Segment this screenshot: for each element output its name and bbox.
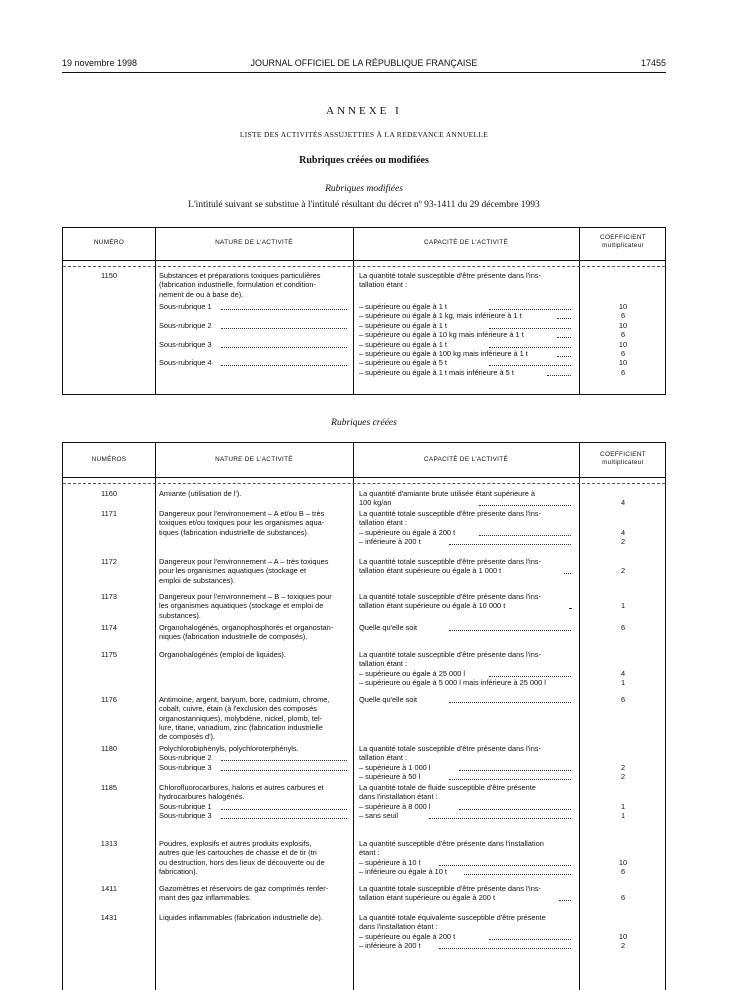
coefficient-value: 6 xyxy=(620,893,626,903)
coefficient-value: 1 xyxy=(620,810,626,820)
nature-line: (fabrication industrielle, formulation et condition- xyxy=(159,280,316,290)
rubric-number: 1173 xyxy=(101,592,117,601)
rubric-number: 1171 xyxy=(101,509,117,518)
rubric-number: 1176 xyxy=(101,695,117,704)
rubric-number: 1175 xyxy=(101,650,117,659)
header-rule xyxy=(62,72,666,73)
capacity-intro-line: La quantité totale susceptible d'être présente dans l'ins- xyxy=(359,271,541,280)
coefficient-value: 1 xyxy=(620,677,626,687)
rubric-number: 1185 xyxy=(101,783,117,792)
nature-line: Sous-rubrique 2 xyxy=(159,753,212,763)
capacity-line: La quantité totale susceptible d'être présente dans l'ins- xyxy=(359,557,541,566)
page-number: 17455 xyxy=(640,58,666,68)
capacity-threshold: – supérieure ou égale à 5 t xyxy=(359,358,447,368)
coefficient-value: 6 xyxy=(620,367,626,377)
coefficient-value: 6 xyxy=(620,330,626,340)
dot-leader xyxy=(564,573,571,574)
capacity-line: tallation étant supérieure ou égale à 10 000 t xyxy=(359,601,506,611)
capacity-threshold: – supérieure ou égale à 1 t mais inférieure à 5 t xyxy=(359,367,514,377)
capacity-line: tallation étant : xyxy=(359,753,408,763)
dot-leader xyxy=(489,939,571,940)
dot-leader xyxy=(221,309,347,310)
coefficient-value: 4 xyxy=(620,668,626,678)
rubric-number: 1174 xyxy=(101,623,117,632)
nature-line: ou destruction, hors des lieux de découverte ou de xyxy=(159,857,325,867)
nature-line: Chlorofluorocarbures, halons et autres carbures et xyxy=(159,783,324,792)
dot-leader xyxy=(489,328,571,329)
coefficient-value: 6 xyxy=(620,695,626,704)
header-capacite: CAPACITÉ DE L'ACTIVITÉ xyxy=(423,456,509,463)
nature-line: Dangereux pour l'environnement – A – très toxiques xyxy=(159,557,329,566)
nature-line: de composés d'). xyxy=(159,732,216,742)
capacity-line: – supérieure ou égale à 200 t xyxy=(359,931,456,941)
header-coefficient-line2: multiplicateur xyxy=(602,241,644,249)
dot-leader xyxy=(459,770,571,771)
dot-leader xyxy=(489,365,571,366)
coefficient-value: 2 xyxy=(620,536,626,546)
annexe-title: ANNEXE I xyxy=(326,105,402,117)
coefficient-value: 1 xyxy=(620,601,626,611)
sub-rubric-label: Sous-rubrique 4 xyxy=(159,358,212,368)
modified-heading: Rubriques modifiées xyxy=(325,184,403,194)
dot-leader xyxy=(449,779,571,780)
coefficient-value: 6 xyxy=(620,349,626,359)
capacity-line: La quantité totale équivalente susceptible d'être présente xyxy=(359,913,546,922)
capacity-line: La quantité d'amiante brute utilisée étant supérieure à xyxy=(359,489,536,498)
coefficient-value: 2 xyxy=(620,771,626,781)
header-coefficient-line1: COEFFICIENT xyxy=(600,451,646,458)
capacity-line: – supérieure à 50 l xyxy=(359,771,421,781)
capacity-threshold: – supérieure ou égale à 1 t xyxy=(359,320,447,330)
capacity-line: La quantité susceptible d'être présente dans l'installation xyxy=(359,839,544,848)
nature-line: nement de ou à base de). xyxy=(159,289,244,299)
capacity-line: – supérieure à 8 000 l xyxy=(359,801,431,811)
capacity-intro-line: tallation étant : xyxy=(359,280,408,290)
dot-leader xyxy=(449,630,571,631)
coefficient-value: 4 xyxy=(620,527,626,537)
capacity-line: – supérieure à 1 000 l xyxy=(359,762,431,772)
dot-leader xyxy=(221,760,347,761)
capacity-line: tallation étant : xyxy=(359,518,408,528)
capacity-line: – supérieure ou égale à 25 000 l xyxy=(359,668,466,678)
nature-line: fabrication). xyxy=(159,866,198,876)
coefficient-value: 10 xyxy=(618,339,628,349)
section-heading: Rubriques créées ou modifiées xyxy=(299,155,429,166)
dot-leader xyxy=(479,505,571,506)
nature-line: autres que les cartouches de chasse et de tir (tri xyxy=(159,848,317,858)
rubric-number: 1411 xyxy=(101,884,117,893)
coefficient-value: 6 xyxy=(620,866,626,876)
dot-leader xyxy=(429,818,571,819)
capacity-line: – inférieure à 200 t xyxy=(359,940,421,950)
nature-line: substances). xyxy=(159,610,201,620)
rubric-number: 1313 xyxy=(100,839,118,848)
dot-leader xyxy=(489,347,571,348)
dot-leader xyxy=(439,948,571,949)
dot-leader xyxy=(557,356,571,357)
nature-line: Polychlorobiphényls, polychloroterphényls. xyxy=(159,744,299,753)
header-coefficient-line2: multiplicateur xyxy=(602,458,644,466)
nature-line: Dangereux pour l'environnement – A et/ou B – très xyxy=(159,509,325,518)
nature-line: Substances et préparations toxiques particulières xyxy=(159,271,321,280)
capacity-line: – inférieure ou égale à 10 t xyxy=(359,866,447,876)
capacity-threshold: – supérieure ou égale à 1 t xyxy=(359,302,447,312)
capacity-line: tallation étant : xyxy=(359,659,408,669)
dot-leader xyxy=(221,818,347,819)
dot-leader xyxy=(449,544,571,545)
sub-rubric-label: Sous-rubrique 2 xyxy=(159,320,212,330)
dot-leader xyxy=(449,702,571,703)
intitule-sentence: L'intitulé suivant se substitue à l'intitulé résultant du décret nº 93-1411 du 29 décembre 1993 xyxy=(188,200,540,210)
nature-line: lure, titane, vanadium, zinc (fabrication industrielle xyxy=(159,722,323,732)
coefficient-value: 2 xyxy=(620,566,626,576)
created-heading: Rubriques créées xyxy=(331,418,397,428)
capacity-line: étant : xyxy=(359,848,380,858)
capacity-line: – sans seuil xyxy=(359,810,399,820)
header-capacite: CAPACITÉ DE L'ACTIVITÉ xyxy=(423,239,509,246)
dot-leader xyxy=(464,874,571,875)
header-coefficient xyxy=(579,234,667,249)
capacity-threshold: – supérieure ou égale à 1 t xyxy=(359,339,447,349)
nature-line: les organismes aquatiques (stockage et emploi de xyxy=(159,601,324,611)
dot-leader xyxy=(439,865,571,866)
rubric-number: 1180 xyxy=(101,744,117,753)
coefficient-value: 2 xyxy=(620,940,626,950)
capacity-line: La quantité totale susceptible d'être présente dans l'ins- xyxy=(359,884,541,893)
coefficient-value: 6 xyxy=(620,311,626,321)
header-coefficient xyxy=(579,451,667,466)
nature-line: hydrocarbures halogénés. xyxy=(159,792,245,802)
capacity-threshold: – supérieure ou égale à 100 kg mais inférieure à 1 t xyxy=(359,349,528,359)
capacity-threshold: – supérieure ou égale à 1 kg, mais inférieure à 1 t xyxy=(359,311,522,321)
nature-line: mant des gaz inflammables. xyxy=(159,893,252,903)
capacity-line: – inférieure à 200 t xyxy=(359,536,421,546)
nature-line: Liquides inflammables (fabrication industrielle de). xyxy=(159,913,323,922)
header-coefficient-line1: COEFFICIENT xyxy=(600,234,646,241)
coefficient-value: 10 xyxy=(618,931,628,941)
capacity-threshold: – supérieure ou égale à 10 kg mais inférieure à 1 t xyxy=(359,330,524,340)
header-nature: NATURE DE L'ACTIVITÉ xyxy=(215,456,293,463)
header-numero: NUMÉRO xyxy=(93,239,125,246)
capacity-line: dans l'installation étant : xyxy=(359,922,438,932)
capacity-line: La quantité totale de fluide susceptible d'être présente xyxy=(359,783,536,792)
modified-rubrics-table xyxy=(62,227,666,395)
nature-line: Organohalogénés (emploi de liquides). xyxy=(159,650,286,659)
capacity-line: – supérieure ou égale à 200 t xyxy=(359,527,456,537)
coefficient-value: 10 xyxy=(618,320,628,330)
nature-line: Poudres, explosifs et autres produits explosifs, xyxy=(159,839,312,848)
capacity-line: La quantité totale susceptible d'être présente dans l'ins- xyxy=(359,592,541,601)
dot-leader xyxy=(221,809,347,810)
rubric-number: 1150 xyxy=(101,271,117,280)
capacity-line: La quantité totale susceptible d'être présente dans l'ins- xyxy=(359,744,541,753)
capacity-line: – supérieure à 10 t xyxy=(359,857,421,867)
coefficient-value: 10 xyxy=(618,302,628,312)
nature-line: Dangereux pour l'environnement – B – toxiques pour xyxy=(159,592,332,601)
coefficient-value: 6 xyxy=(620,623,626,632)
nature-line: Organohalogénés, organophosphorés et organostan- xyxy=(159,623,334,632)
issue-date: 19 novembre 1998 xyxy=(62,58,138,68)
dot-leader xyxy=(557,337,571,338)
coefficient-value: 2 xyxy=(620,762,626,772)
capacity-line: 100 kg/an xyxy=(359,498,392,508)
nature-line: pour les organismes aquatiques (stockage et xyxy=(159,566,307,576)
nature-line: organostanniques), molybdène, nickel, plomb, tel- xyxy=(159,713,323,723)
capacity-line: – supérieure ou égale à 5 000 l mais inférieure à 25 000 l xyxy=(359,677,546,687)
dot-leader xyxy=(479,535,571,536)
nature-line: toxiques et/ou toxiques pour les organismes aqua- xyxy=(159,518,325,528)
nature-line: Sous-rubrique 3 xyxy=(159,762,212,772)
coefficient-value: 1 xyxy=(620,801,626,811)
nature-line: Sous-rubrique 3 xyxy=(159,810,212,820)
coefficient-value: 4 xyxy=(620,498,626,508)
dot-leader xyxy=(547,375,571,376)
dot-leader xyxy=(221,347,347,348)
header-numeros: NUMÉROS xyxy=(91,456,127,463)
capacity-line: La quantité totale susceptible d'être présente dans l'ins- xyxy=(359,650,541,659)
capacity-line: Quelle qu'elle soit xyxy=(359,623,418,632)
rubric-number: 1431 xyxy=(100,913,118,922)
rubric-number: 1160 xyxy=(101,489,117,498)
rubric-number: 1172 xyxy=(101,557,117,566)
nature-line: Amiante (utilisation de l'). xyxy=(159,489,242,498)
dot-leader xyxy=(559,900,571,901)
dot-leader xyxy=(221,328,347,329)
capacity-line: tallation étant supérieure ou égale à 200 t xyxy=(359,893,496,903)
capacity-line: tallation étant supérieure ou égale à 1 000 t xyxy=(359,566,502,576)
nature-line: Gazomètres et réservoirs de gaz comprimés renfer- xyxy=(159,884,329,893)
running-header xyxy=(62,58,666,72)
header-nature: NATURE DE L'ACTIVITÉ xyxy=(215,239,293,246)
created-rubrics-table xyxy=(62,442,666,990)
coefficient-value: 10 xyxy=(618,857,628,867)
annexe-subtitle: LISTE DES ACTIVITÉS ASSUJETTIES À LA REDEVANCE ANNUELLE xyxy=(239,130,489,139)
journal-title: JOURNAL OFFICIEL DE LA RÉPUBLIQUE FRANÇAISE xyxy=(250,58,478,68)
dot-leader xyxy=(489,309,571,310)
dot-leader xyxy=(557,318,571,319)
sub-rubric-label: Sous-rubrique 1 xyxy=(159,302,212,312)
capacity-line: La quantité totale susceptible d'être présente dans l'ins- xyxy=(359,509,541,518)
nature-line: cobalt, cuivre, étain (à l'exclusion des composés xyxy=(159,704,317,714)
nature-line: niques (fabrication industrielle de composés). xyxy=(159,632,308,642)
coefficient-value: 10 xyxy=(618,358,628,368)
nature-line: emploi de substances). xyxy=(159,575,235,585)
capacity-line: dans l'installation étant : xyxy=(359,792,438,802)
nature-line: Sous-rubrique 1 xyxy=(159,801,212,811)
dot-leader xyxy=(221,770,347,771)
sub-rubric-label: Sous-rubrique 3 xyxy=(159,339,212,349)
capacity-line: Quelle qu'elle soit xyxy=(359,695,418,704)
dot-leader xyxy=(569,608,571,609)
dot-leader xyxy=(221,365,347,366)
dot-leader xyxy=(459,809,571,810)
nature-line: Antimoine, argent, baryum, bore, cadmium, chrome, xyxy=(159,695,330,704)
nature-line: tiques (fabrication industrielle de substances). xyxy=(159,527,309,537)
dot-leader xyxy=(489,676,571,677)
